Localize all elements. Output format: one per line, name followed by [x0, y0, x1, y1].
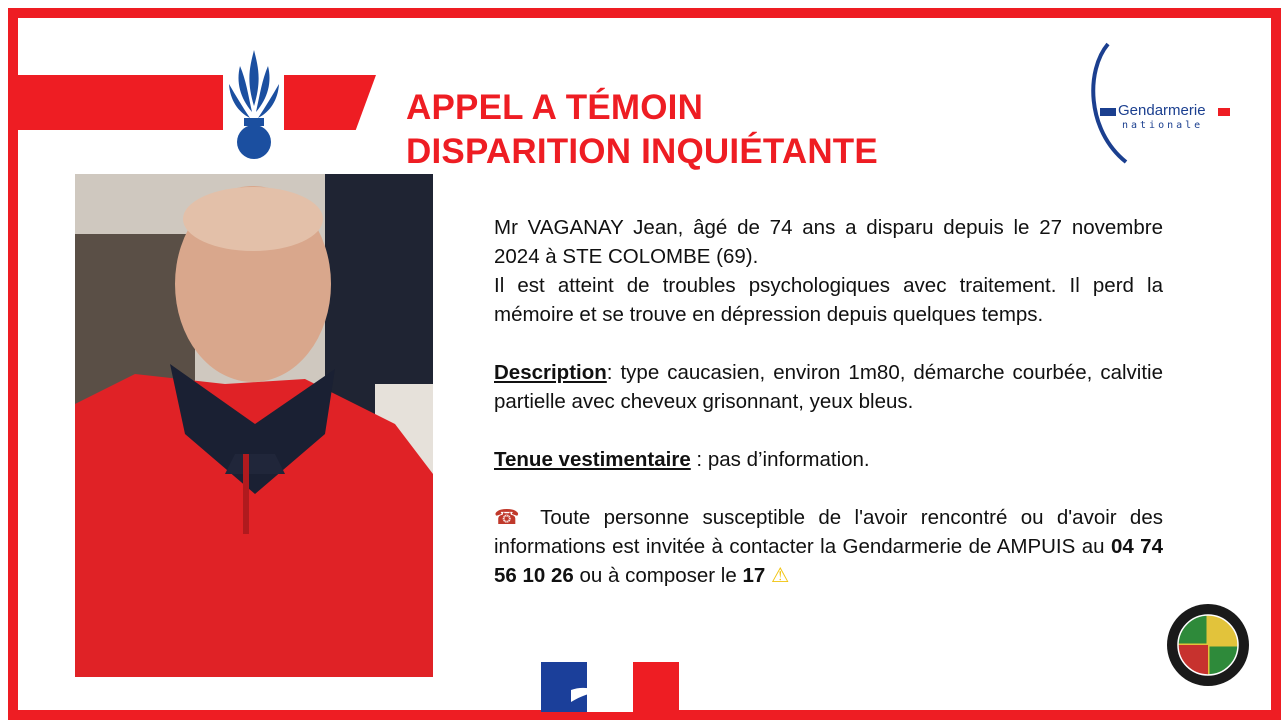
page-title — [406, 86, 878, 174]
description-text: : type caucasien, environ 1m80, démarche courbée, calvitie partielle avec cheveux grisonnant, yeux bleus. — [494, 361, 1163, 413]
logo-blue-bar — [1100, 108, 1116, 116]
phone-icon: ☎ — [494, 506, 528, 529]
contact-mid: ou à composer le — [573, 564, 743, 587]
missing-person-photo — [75, 174, 433, 677]
emergency-number[interactable]: 17 — [742, 564, 766, 587]
title-line-2: DISPARITION INQUIÉTANTE — [406, 132, 878, 171]
clothing-label: Tenue vestimentaire — [494, 448, 691, 471]
intro-paragraph-1: Mr VAGANAY Jean, âgé de 74 ans a disparu depuis le 27 novembre 2024 à STE COLOMBE (69). — [494, 216, 1163, 268]
contact-text: Toute personne susceptible de l'avoir rencontré ou d'avoir des informations est invitée à contacter la Gendarmerie de AMPUIS au — [494, 506, 1163, 558]
gendarmerie-grenade-icon — [226, 46, 282, 162]
gendarmerie-logo — [1086, 40, 1236, 165]
title-line-1: APPEL A TÉMOIN — [406, 88, 704, 127]
phone-number[interactable]: 04 74 56 10 26 — [494, 535, 1163, 587]
red-band-left — [18, 75, 223, 130]
clothing-paragraph — [494, 445, 1163, 474]
marianne-logo — [541, 662, 679, 712]
description-label: Description — [494, 361, 607, 384]
intro-paragraph-2: Il est atteint de troubles psychologiques avec traitement. Il perd la mémoire et se trouve en dépression depuis quelques temps. — [494, 274, 1163, 326]
contact-paragraph — [494, 503, 1163, 590]
clothing-text: : pas d’information. — [690, 448, 870, 471]
notice-body — [494, 213, 1163, 590]
logo-name: Gendarmerie — [1118, 102, 1206, 119]
groupement-rhone-badge — [1166, 603, 1250, 687]
warning-icon: ⚠ — [770, 564, 790, 587]
logo-sub: nationale — [1122, 120, 1204, 131]
description-paragraph — [494, 358, 1163, 416]
logo-red-bar — [1218, 108, 1230, 116]
